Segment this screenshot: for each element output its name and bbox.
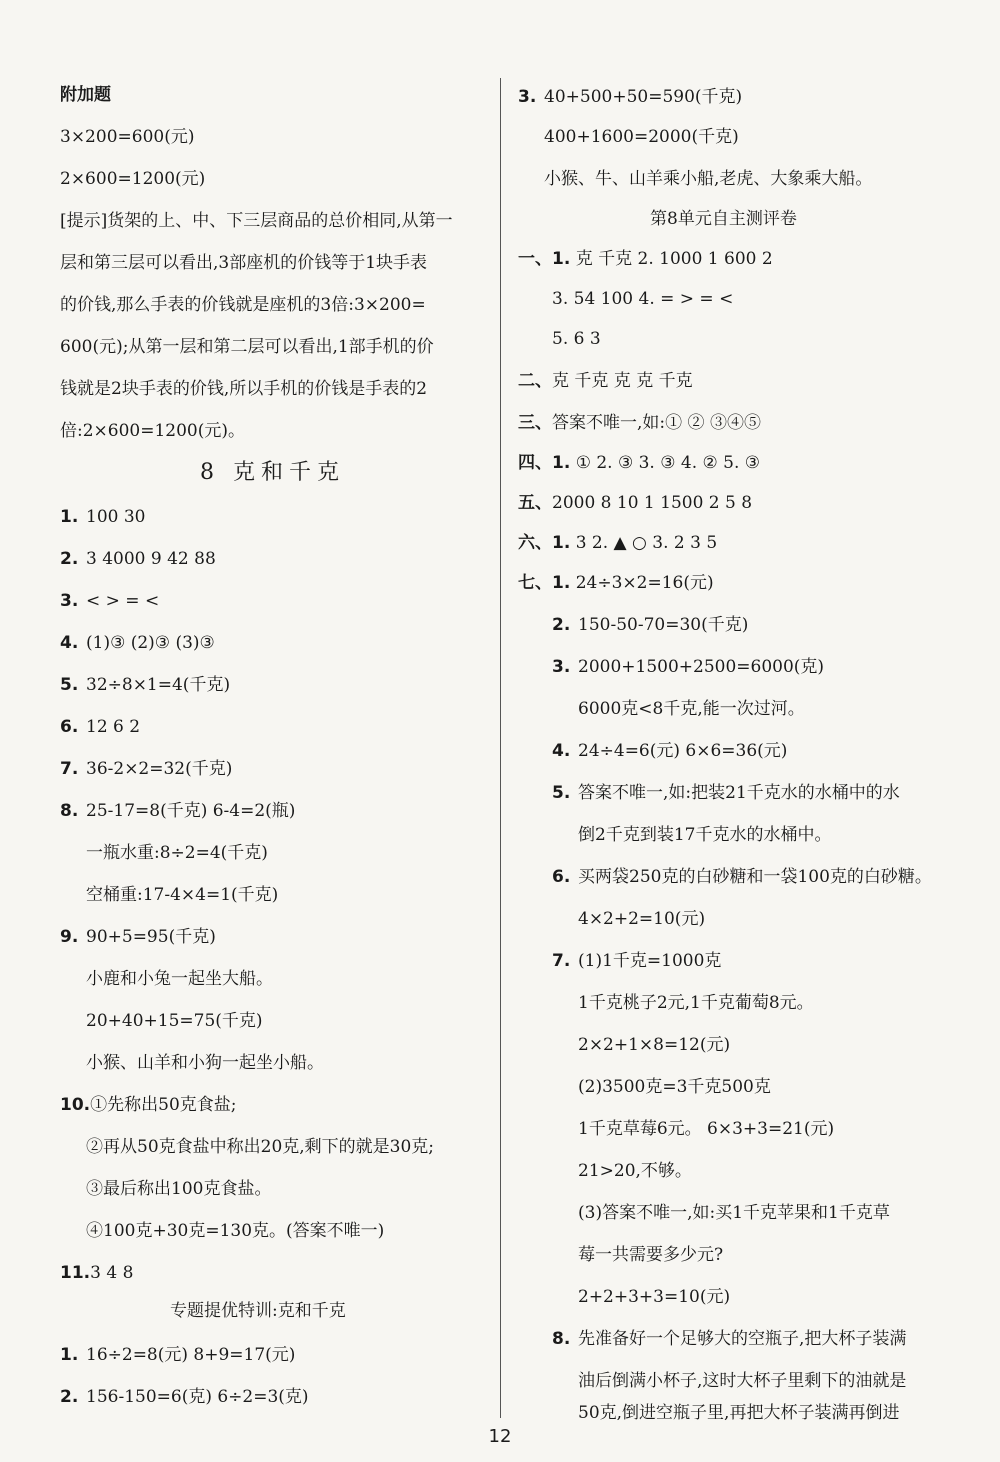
answer-text: 先准备好一个足够大的空瓶子,把大杯子装满 [578,1329,907,1349]
bonus-title: 附加题 [60,85,111,105]
answer-text: 2×2+1×8=12(元) [578,1035,731,1055]
answer-row [60,798,295,824]
answer-row [552,1326,906,1352]
answer-text: 20+40+15=75(千克) [86,1011,263,1031]
answer-text: 24÷4=6(元) 6×6=36(元) [578,741,788,761]
answer-row [578,1032,730,1058]
answer-row [518,410,761,436]
answer-text: 2000+1500+2500=6000(克) [578,657,825,677]
answer-text: 50克,倒进空瓶子里,再把大杯子装满再倒进 [578,1403,900,1423]
answer-number: 2. [60,549,79,569]
answer-number: 1. [60,1345,79,1365]
answer-row [60,546,216,572]
hint-line: 倍:2×600=1200(元)。 [60,421,246,441]
answer-text: 克 千克 2. 1000 1 600 2 [575,249,773,269]
answer-row [60,1260,133,1286]
answer-text: 150-50-70=30(千克) [578,615,749,635]
special-title: 专题提优特训:克和千克 [170,1301,346,1321]
answer-row [60,504,145,530]
answer-text: 小猴、山羊和小狗一起坐小船。 [86,1053,324,1073]
page-number: 12 [488,1426,512,1447]
answer-text: 4×2+2=10(元) [578,909,706,929]
hint-line: 的价钱,那么手表的价钱就是座机的3倍:3×200= [60,295,426,315]
answer-row [578,1284,730,1310]
answer-row [518,490,752,516]
answer-text: 1千克桃子2元,1千克葡萄8元。 [578,993,814,1013]
answer-number: 5. [552,783,571,803]
answer-row [552,948,721,974]
answer-number: 10. [60,1095,91,1115]
answer-row [60,1384,309,1410]
answer-text: 100 30 [86,507,146,527]
answer-text: (1)1千克=1000克 [578,951,722,971]
answer-text: 32÷8×1=4(千克) [86,675,231,695]
answer-text: 12 6 2 [86,717,141,737]
answer-row [60,588,159,614]
answer-text: 莓一共需要多少元? [578,1245,724,1265]
answer-number: 7. [60,759,79,779]
section-title: 8 克和千克 [200,460,345,485]
answer-text: 答案不唯一,如:把装21千克水的水桶中的水 [578,783,900,803]
column-divider [500,78,501,1418]
answer-row [578,1400,899,1426]
answer-row [578,696,805,722]
answer-row [60,1342,295,1368]
answer-row [60,714,140,740]
answer-text: 小猴、牛、山羊乘小船,老虎、大象乘大船。 [544,169,873,189]
answer-text: 2000 8 10 1 1500 2 5 8 [552,493,753,513]
answer-number: 2. [60,1387,79,1407]
answer-text: 90+5=95(千克) [86,927,216,947]
answer-row [86,1134,434,1160]
answer-text: 25-17=8(千克) 6-4=2(瓶) [86,801,296,821]
answer-text: 3. 54 100 4. = > = < [552,289,734,309]
answer-text: 400+1600=2000(千克) [544,127,739,147]
hint-line: 钱就是2块手表的价钱,所以手机的价钱是手表的2 [60,379,428,399]
answer-row [60,1092,236,1118]
answer-row [518,246,773,272]
answer-row [86,1218,384,1244]
answer-number: 3. [518,87,537,107]
answer-text: (1)③ (2)③ (3)③ [86,633,215,653]
answer-number: 3. [552,657,571,677]
answer-number: 8. [60,801,79,821]
answer-text: 6000克<8千克,能一次过河。 [578,699,805,719]
answer-text: 3 4 8 [90,1263,134,1283]
answer-row [578,1242,723,1268]
answer-text: ③最后称出100克食盐。 [86,1179,272,1199]
answer-row [552,864,932,890]
bonus-line: 2×600=1200(元) [60,169,206,189]
answer-row [578,1368,906,1394]
answer-text: 3 2. ▲ ○ 3. 2 3 5 [575,533,718,553]
answer-text: 克 千克 克 克 千克 [552,371,693,391]
answer-text: 24÷3×2=16(元) [575,573,714,593]
hint-line: 层和第三层可以看出,3部座机的价钱等于1块手表 [60,253,428,273]
answer-number: 5. [60,675,79,695]
answer-row [86,1050,324,1076]
bonus-line: 3×200=600(元) [60,127,195,147]
answer-row [552,326,601,352]
answer-row [86,966,273,992]
answer-row [518,84,742,110]
answer-row [86,840,268,866]
answer-row [552,780,900,806]
answer-row [60,924,216,950]
answer-text: 16÷2=8(元) 8+9=17(元) [86,1345,296,1365]
answer-row [552,738,787,764]
answer-row [544,166,872,192]
answer-number: 11. [60,1263,91,1283]
unit-title: 第8单元自主测评卷 [650,209,797,229]
answer-row [544,124,739,150]
answer-number: 6. [60,717,79,737]
answer-number: 四、1. [518,453,571,473]
answer-row [578,1200,890,1226]
answer-row [552,612,748,638]
answer-row [578,1158,692,1184]
answer-row [518,530,717,556]
answer-text: ④100克+30克=130克。(答案不唯一) [86,1221,385,1241]
answer-row [60,672,230,698]
answer-row [86,1008,263,1034]
answer-text: ① 2. ③ 3. ③ 4. ② 5. ③ [575,453,761,473]
answer-text: 答案不唯一,如:① ② ③④⑤ [552,413,761,433]
answer-text: 156-150=6(克) 6÷2=3(克) [86,1387,309,1407]
answer-row [578,906,705,932]
answer-number: 1. [60,507,79,527]
answer-text: 5. 6 3 [552,329,601,349]
answer-number: 五、 [518,493,552,513]
answer-row [552,286,733,312]
answer-number: 6. [552,867,571,887]
answer-text: 2+2+3+3=10(元) [578,1287,731,1307]
answer-number: 4. [60,633,79,653]
answer-text: 一瓶水重:8÷2=4(千克) [86,843,268,863]
answer-text: 3 4000 9 42 88 [86,549,216,569]
answer-text: 1千克草莓6元。 6×3+3=21(元) [578,1119,835,1139]
answer-text: 油后倒满小杯子,这时大杯子里剩下的油就是 [578,1371,907,1391]
answer-text: 40+500+50=590(千克) [544,87,743,107]
hint-line: [提示]货架的上、中、下三层商品的总价相同,从第一 [60,211,453,231]
answer-text: 36-2×2=32(千克) [86,759,233,779]
answer-text: 买两袋250克的白砂糖和一袋100克的白砂糖。 [578,867,932,887]
answer-row [518,450,760,476]
answer-text: < > = < [86,591,160,611]
answer-row [578,1116,834,1142]
answer-row [518,570,714,596]
answer-number: 二、 [518,371,552,391]
answer-number: 七、1. [518,573,571,593]
answer-number: 8. [552,1329,571,1349]
answer-number: 六、1. [518,533,571,553]
answer-number: 7. [552,951,571,971]
answer-number: 2. [552,615,571,635]
answer-text: 空桶重:17-4×4=1(千克) [86,885,279,905]
answer-row [86,1176,271,1202]
answer-row [60,756,232,782]
answer-text: 小鹿和小兔一起坐大船。 [86,969,273,989]
answer-text: (3)答案不唯一,如:买1千克苹果和1千克草 [578,1203,890,1223]
answer-row [578,1074,771,1100]
answer-text: 21>20,不够。 [578,1161,692,1181]
answer-text: ②再从50克食盐中称出20克,剩下的就是30克; [86,1137,435,1157]
answer-number: 9. [60,927,79,947]
answer-text: (2)3500克=3千克500克 [578,1077,771,1097]
answer-number: 三、 [518,413,552,433]
answer-number: 一、1. [518,249,571,269]
answer-number: 3. [60,591,79,611]
answer-row [86,882,278,908]
answer-row [60,630,215,656]
answer-text: ①先称出50克食盐; [90,1095,237,1115]
hint-line: 600(元);从第一层和第二层可以看出,1部手机的价 [60,337,434,357]
answer-number: 4. [552,741,571,761]
answer-row [552,654,824,680]
answer-text: 倒2千克到装17千克水的水桶中。 [578,825,832,845]
answer-row [578,990,814,1016]
answer-row [578,822,831,848]
answer-row [518,368,693,394]
